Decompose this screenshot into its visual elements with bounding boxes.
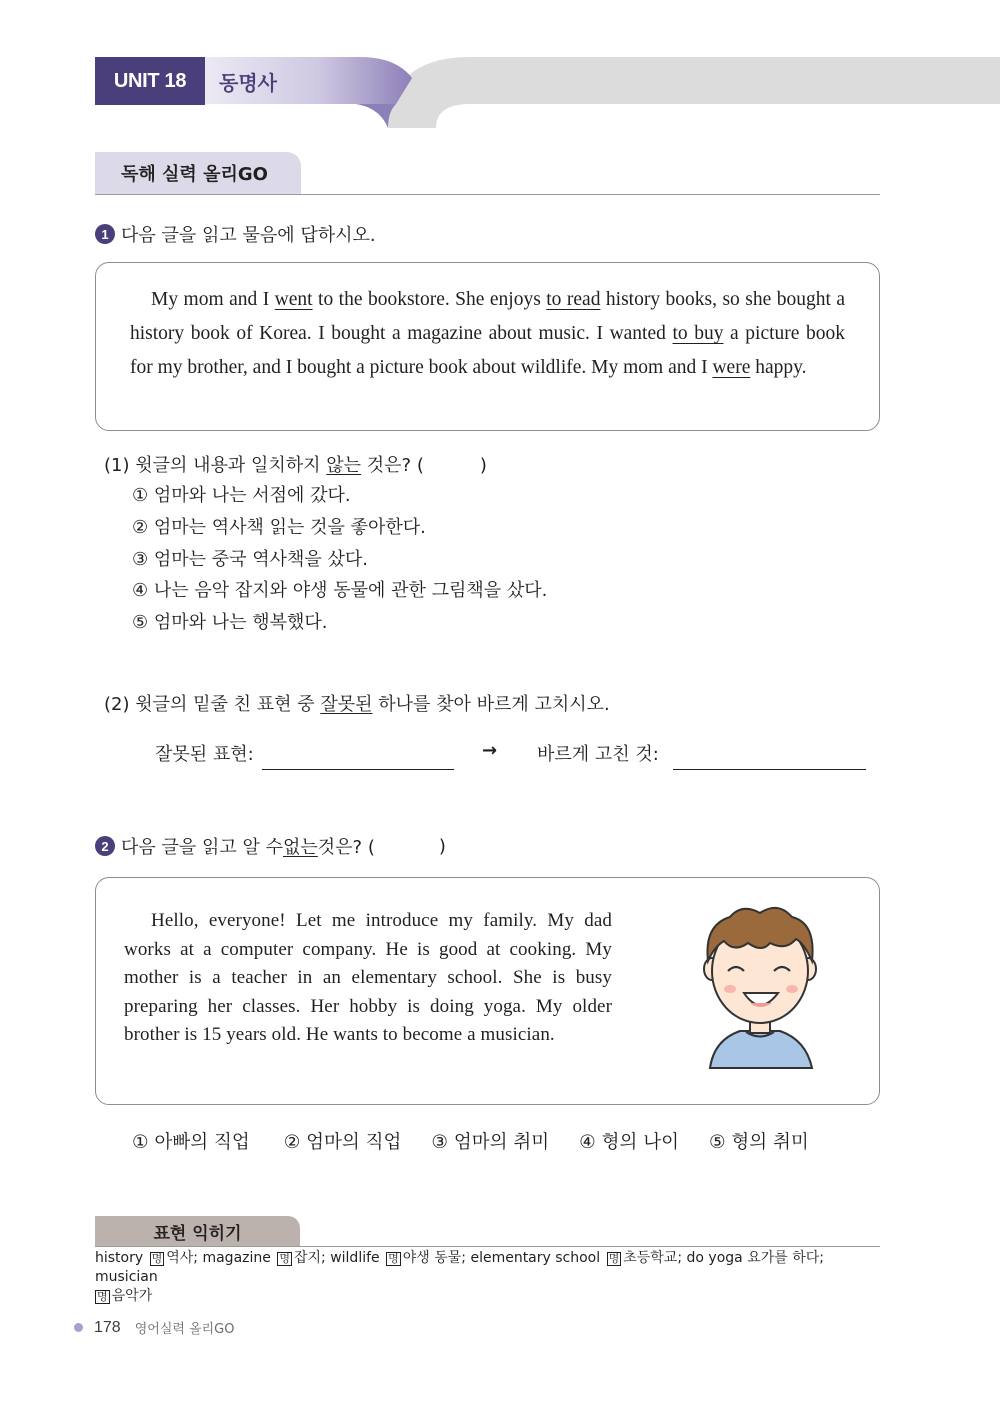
underlined-went: went	[274, 289, 313, 310]
wrong-expression-label: 잘못된 표현:	[155, 744, 254, 765]
arrow-icon: →	[482, 740, 498, 761]
question-text: (1) 윗글의 내용과 일치하지	[104, 455, 327, 476]
choice-item[interactable]: ④ 형의 나이	[579, 1132, 679, 1153]
noun-marker-icon: 명	[151, 1252, 163, 1265]
unit-label: UNIT 18	[95, 57, 205, 105]
choice-item[interactable]: ⑤ 형의 취미	[708, 1132, 809, 1153]
question-text: )	[479, 455, 487, 476]
unit-title: 동명사	[219, 70, 277, 95]
vocab-meaning: 요가를 하다;	[747, 1250, 824, 1266]
noun-marker-icon: 명	[608, 1252, 620, 1265]
vocab-word: wildlife	[330, 1250, 380, 1266]
option-item[interactable]: ① 엄마와 나는 서점에 갔다.	[132, 485, 351, 506]
q1-heading	[95, 221, 376, 247]
page-footer	[74, 1318, 235, 1337]
section-divider	[95, 194, 880, 195]
vocab-word: history	[95, 1250, 144, 1266]
wrong-expression-blank[interactable]	[262, 769, 454, 770]
section-tab-reading: 독해 실력 올리GO	[95, 152, 301, 194]
q1-number-badge: 1	[95, 224, 115, 244]
vocab-meaning: 야생 동물;	[402, 1250, 466, 1266]
q2-heading	[95, 833, 446, 859]
option-item[interactable]: ③ 엄마는 중국 역사책을 샀다.	[132, 548, 369, 570]
unit-header	[0, 0, 1000, 140]
question-text: )	[438, 835, 446, 857]
q2-choices	[132, 1128, 809, 1154]
underlined-were: were	[712, 357, 751, 378]
vocab-list	[95, 1249, 880, 1306]
vocab-meaning: 역사;	[166, 1250, 199, 1266]
emphasis-text: 없는	[283, 837, 318, 858]
vocab-meaning: 잡지;	[293, 1250, 326, 1266]
emphasis-text: 않는	[326, 455, 362, 476]
noun-marker-icon: 명	[279, 1252, 290, 1265]
passage-text-segment: history books, so she bought a history book of Korea. I bought a magazine about music. I wanted	[130, 289, 845, 344]
underlined-to-read: to read	[546, 289, 601, 310]
emphasis-text: 잘못된	[320, 694, 373, 715]
q1-passage-box	[95, 262, 880, 431]
choice-item[interactable]: ③ 엄마의 취미	[431, 1132, 550, 1153]
passage-text-segment: to the bookstore. She enjoys	[312, 289, 547, 310]
passage-text-segment: happy.	[750, 357, 807, 378]
choice-item[interactable]: ② 엄마의 직업	[283, 1132, 402, 1153]
q2-passage-text: Hello, everyone! Let me introduce my family. My dad works at a computer company. He is good at cooking. My mother is a teacher in an elementary school. She is busy preparing her classes. Her hobby is doing yoga. My older brother is 15 years old. He wants to become a musician.	[124, 910, 612, 1046]
question-text: 다음 글을 읽고 알 수	[121, 837, 283, 858]
section-divider	[95, 1246, 880, 1247]
q1-sub1-options	[132, 480, 547, 639]
noun-marker-icon: 명	[388, 1252, 399, 1265]
vocab-word: magazine	[202, 1250, 271, 1266]
bullet-dot-icon	[74, 1323, 83, 1332]
corrected-label: 바르게 고친 것:	[537, 744, 659, 765]
vocab-word: musician	[95, 1269, 158, 1285]
q1-instruction: 다음 글을 읽고 물음에 답하시오.	[121, 225, 376, 246]
option-item[interactable]: ② 엄마는 역사책 읽는 것을 좋아한다.	[132, 516, 426, 538]
q1-sub1-question	[104, 451, 487, 477]
boy-illustration-icon	[700, 905, 820, 1075]
underlined-to-buy: to buy	[672, 323, 724, 344]
passage-text-segment: a picture book for my brother, and I bought a picture book about wildlife. My mom and I	[130, 323, 845, 378]
section-tab-vocab: 표현 익히기	[95, 1216, 300, 1246]
passage-text-segment: My mom and I	[151, 289, 275, 310]
page-number: 178	[94, 1318, 121, 1336]
corrected-blank[interactable]	[673, 769, 866, 770]
vocab-meaning: 초등학교;	[623, 1250, 683, 1266]
q1-passage-text	[130, 283, 845, 385]
question-text: 하나를 찾아 바르게 고치시오.	[372, 694, 610, 715]
question-text: 것은? (	[317, 837, 375, 858]
q2-number-badge: 2	[95, 836, 115, 856]
question-text: 것은? (	[361, 455, 424, 476]
vocab-meaning: 음악가	[111, 1288, 153, 1304]
q1-sub2-answer-row	[0, 740, 1000, 774]
q1-sub2-question	[104, 690, 610, 716]
vocab-word: do yoga	[686, 1250, 743, 1266]
option-item[interactable]: ④ 나는 음악 잡지와 야생 동물에 관한 그림책을 샀다.	[132, 580, 548, 602]
noun-marker-icon: 명	[97, 1290, 108, 1303]
question-text: (2) 윗글의 밑줄 친 표현 중	[104, 694, 321, 715]
option-item[interactable]: ⑤ 엄마와 나는 행복했다.	[132, 612, 328, 634]
choice-item[interactable]: ① 아빠의 직업	[132, 1132, 250, 1153]
book-title: 영어실력 올리GO	[134, 1322, 235, 1337]
vocab-word: elementary school	[470, 1250, 601, 1266]
